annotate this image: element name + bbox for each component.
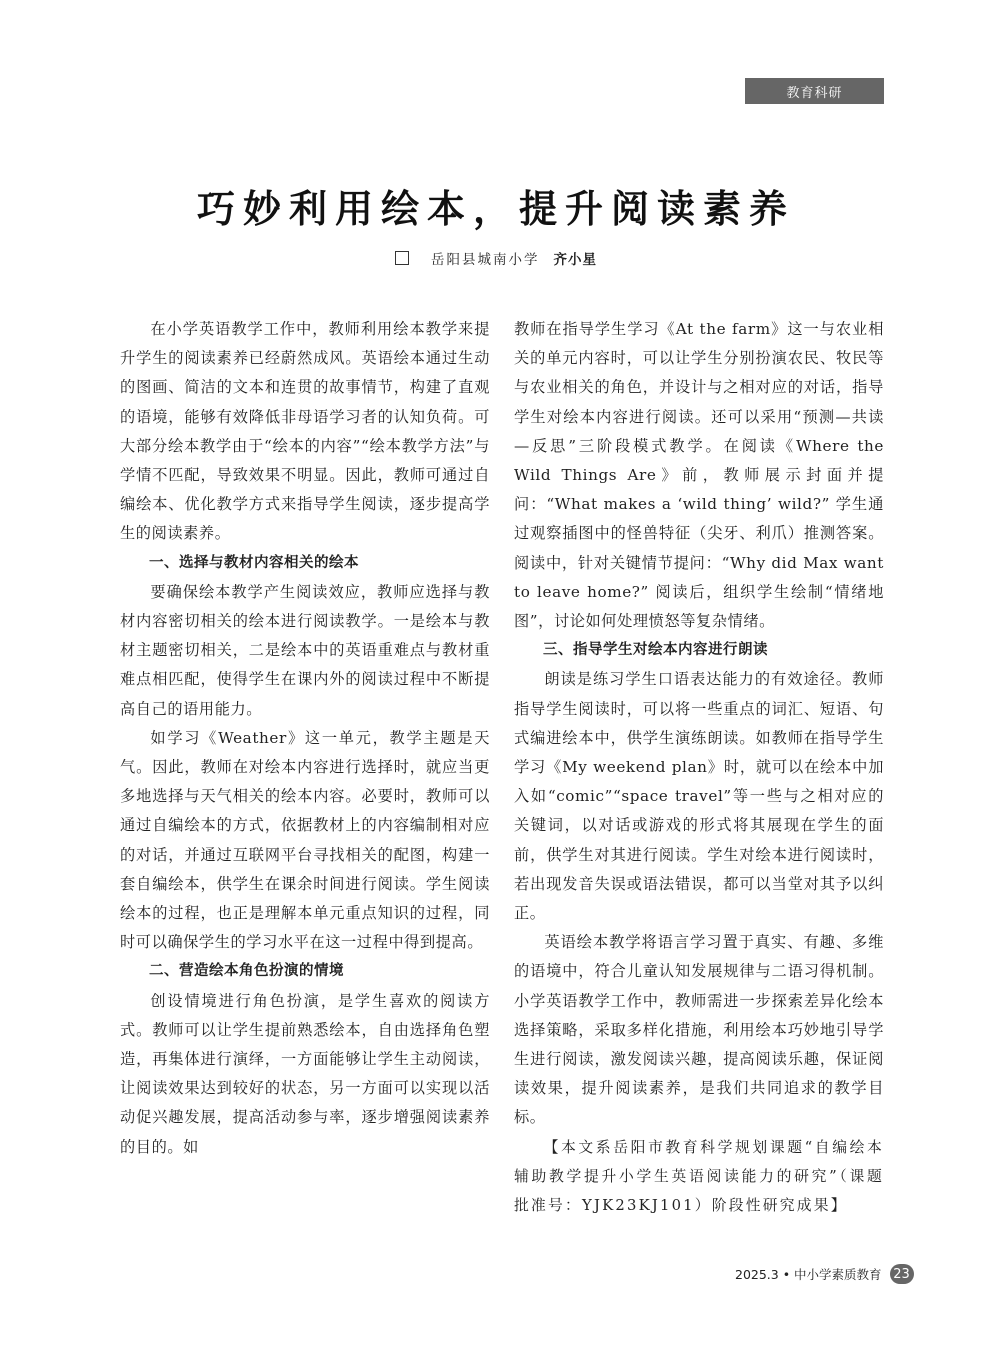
empty-square-icon	[395, 251, 409, 265]
section2-paragraph-1: 创设情境进行角色扮演，是学生喜欢的阅读方式。教师可以让学生提前熟悉绘本，自由选择角色塑造，再集体进行演绎，一方面能够让学生主动阅读，让阅读效果达到较好的状态，另一方面可以实现以活动促兴趣发展，提高活动参与率，逐步增强阅读素养的目的。如	[120, 991, 490, 1156]
page-footer	[735, 1264, 914, 1284]
author-name: 齐小星	[553, 252, 597, 268]
author-school: 岳阳县城南小学	[431, 252, 540, 268]
section-tag: 教育科研	[745, 78, 884, 104]
article-title: 巧妙利用绘本，提升阅读素养	[196, 186, 795, 231]
section1-paragraph-2: 如学习《Weather》这一单元，教学主题是天气。因此，教师在对绘本内容进行选择时，就应当更多地选择与天气相关的绘本内容。必要时，教师可以通过自编绘本的方式，依据教材上的内容编制相对应的对话，并通过互联网平台寻找相关的配图，构建一套自编绘本，供学生在课余时间进行阅读。学生阅读绘本的过程，也正是理解本单元重点知识的过程，同时可以确保学生的学习水平在这一过程中得到提高。	[120, 728, 490, 952]
page-number-badge: 23	[890, 1264, 914, 1284]
left-column	[120, 315, 490, 1162]
intro-paragraph: 在小学英语教学工作中，教师利用绘本教学来提升学生的阅读素养已经蔚然成风。英语绘本通过生动的图画、简洁的文本和连贯的故事情节，构建了直观的语境，能够有效降低非母语学习者的认知负荷。可大部分绘本教学由于“绘本的内容”“绘本教学方法”与学情不匹配，导致效果不明显。因此，教师可通过自编绘本、优化教学方式来指导学生阅读，逐步提高学生的阅读素养。	[120, 320, 490, 543]
section-heading-1: 一、选择与教材内容相关的绘本	[149, 554, 359, 571]
byline	[0, 248, 992, 268]
section-heading-2: 二、营造绘本角色扮演的情境	[149, 963, 344, 980]
issue-label: 2025.3 • 中小学素质教育	[735, 1267, 882, 1282]
conclusion-paragraph: 英语绘本教学将语言学习置于真实、有趣、多维的语境中，符合儿童认知发展规律与二语习得机制。小学英语教学工作中，教师需进一步探索差异化绘本选择策略，采取多样化措施，利用绘本巧妙地引导学生进行阅读，激发阅读兴趣，提高阅读乐趣，保证阅读效果，提升阅读素养，是我们共同追求的教学目标。	[514, 933, 884, 1127]
section3-paragraph-1: 朗读是练习学生口语表达能力的有效途径。教师指导学生阅读时，可以将一些重点的词汇、短语、句式编进绘本中，供学生演练朗读。如教师在指导学生学习《My weekend plan》时，就可以在绘本中加入如“comic”“space travel”等一些与之相对应的关键词，以对话或游戏的形式将其展现在学生的面前，供学生对其进行阅读。学生对绘本进行阅读时，若出现发音失误或语法错误，都可以当堂对其予以纠正。	[514, 670, 884, 923]
right-column	[514, 315, 884, 1220]
section-heading-3: 三、指导学生对绘本内容进行朗读	[543, 642, 768, 659]
section1-paragraph-1: 要确保绘本教学产生阅读效应，教师应选择与教材内容密切相关的绘本进行阅读教学。一是绘本与教材主题密切相关，二是绘本中的英语重难点与教材重难点相匹配，使得学生在课内外的阅读过程中不断提高自己的语用能力。	[120, 582, 490, 718]
funding-note: 【本文系岳阳市教育科学规划课题“自编绘本辅助教学提升小学生英语阅读能力的研究”（课题批准号：YJK23KJ101）阶段性研究成果】	[514, 1138, 884, 1215]
section2-paragraph-continued: 教师在指导学生学习《At the farm》这一与农业相关的单元内容时，可以让学生分别扮演农民、牧民等与农业相关的角色，并设计与之相对应的对话，指导学生对绘本内容进行阅读。还可以采用“预测—共读—反思”三阶段模式教学。在阅读《Where the Wild Things Are》前，教师展示封面并提问：“What makes a ‘wild thing’ wild?” 学生通过观察插图中的怪兽特征（尖牙、利爪）推测答案。阅读中，针对关键情节提问：“Why did Max want to leave home?” 阅读后，组织学生绘制“情绪地图”，讨论如何处理愤怒等复杂情绪。	[514, 320, 884, 631]
